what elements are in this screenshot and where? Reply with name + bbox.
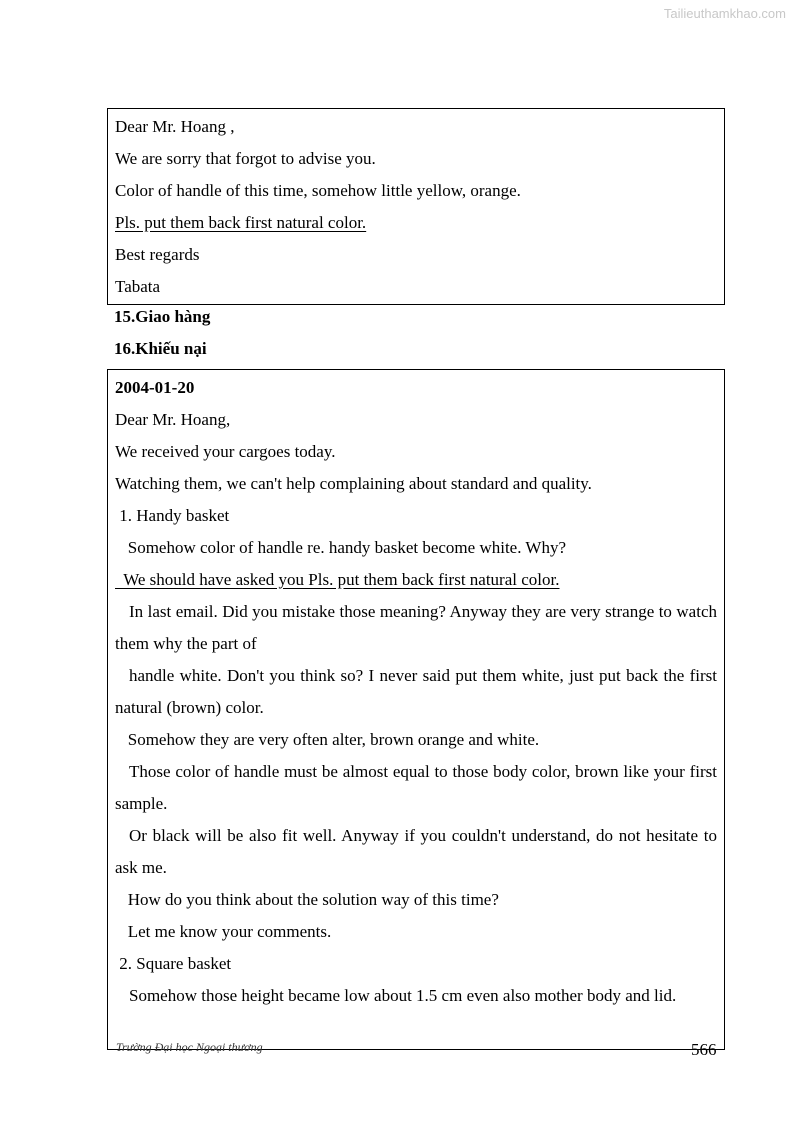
letter2-item-2: 2. Square basket [115,954,232,973]
letter2-paragraph: Those color of handle must be almost equal to those body color, brown like your first sample. [115,762,717,813]
letter2-line: Watching them, we can't help complaining about standard and quality. [115,474,592,493]
letter2-line: Let me know your comments. [115,922,332,941]
letter2-date: 2004-01-20 [115,378,195,397]
letter2-paragraph: Somehow those height became low about 1.5 cm even also mother body and lid. [129,986,677,1005]
letter1-line: Dear Mr. Hoang , [115,117,235,136]
letter1-underlined-line: Pls. put them back first natural color. [115,213,367,232]
letter-box-1 [107,108,725,305]
letter-box-2 [107,369,725,1050]
letter2-item-1: 1. Handy basket [115,506,230,525]
watermark: Tailieuthamkhao.com [663,6,786,21]
letter1-line: Color of handle of this time, somehow little yellow, orange. [115,181,521,200]
letter2-line: We received your cargoes today. [115,442,336,461]
section-heading-15: 15.Giao hàng [114,307,211,326]
letter2-line: Somehow they are very often alter, brown orange and white. [115,730,540,749]
letter1-line: We are sorry that forgot to advise you. [115,149,376,168]
letter2-underlined-line: We should have asked you Pls. put them back first natural color. [115,570,560,589]
page-number: 566 [691,1040,717,1059]
letter1-line: Best regards [115,245,200,264]
letter2-paragraph: Or black will be also fit well. Anyway if you couldn't understand, do not hesitate to ask me. [115,826,717,877]
letter2-paragraph: In last email. Did you mistake those meaning? Anyway they are very strange to watch them why the part of [115,602,717,653]
letter2-greeting: Dear Mr. Hoang, [115,410,231,429]
letter1-signature: Tabata [115,277,161,296]
section-heading-16: 16.Khiếu nại [114,339,207,358]
letter2-line: Somehow color of handle re. handy basket become white. Why? [115,538,566,557]
letter2-paragraph: handle white. Don't you think so? I never said put them white, just put back the first natural (brown) color. [115,666,717,717]
footer-school: Trường Đại học Ngoại thương [116,1040,263,1054]
letter2-line: How do you think about the solution way of this time? [115,890,499,909]
